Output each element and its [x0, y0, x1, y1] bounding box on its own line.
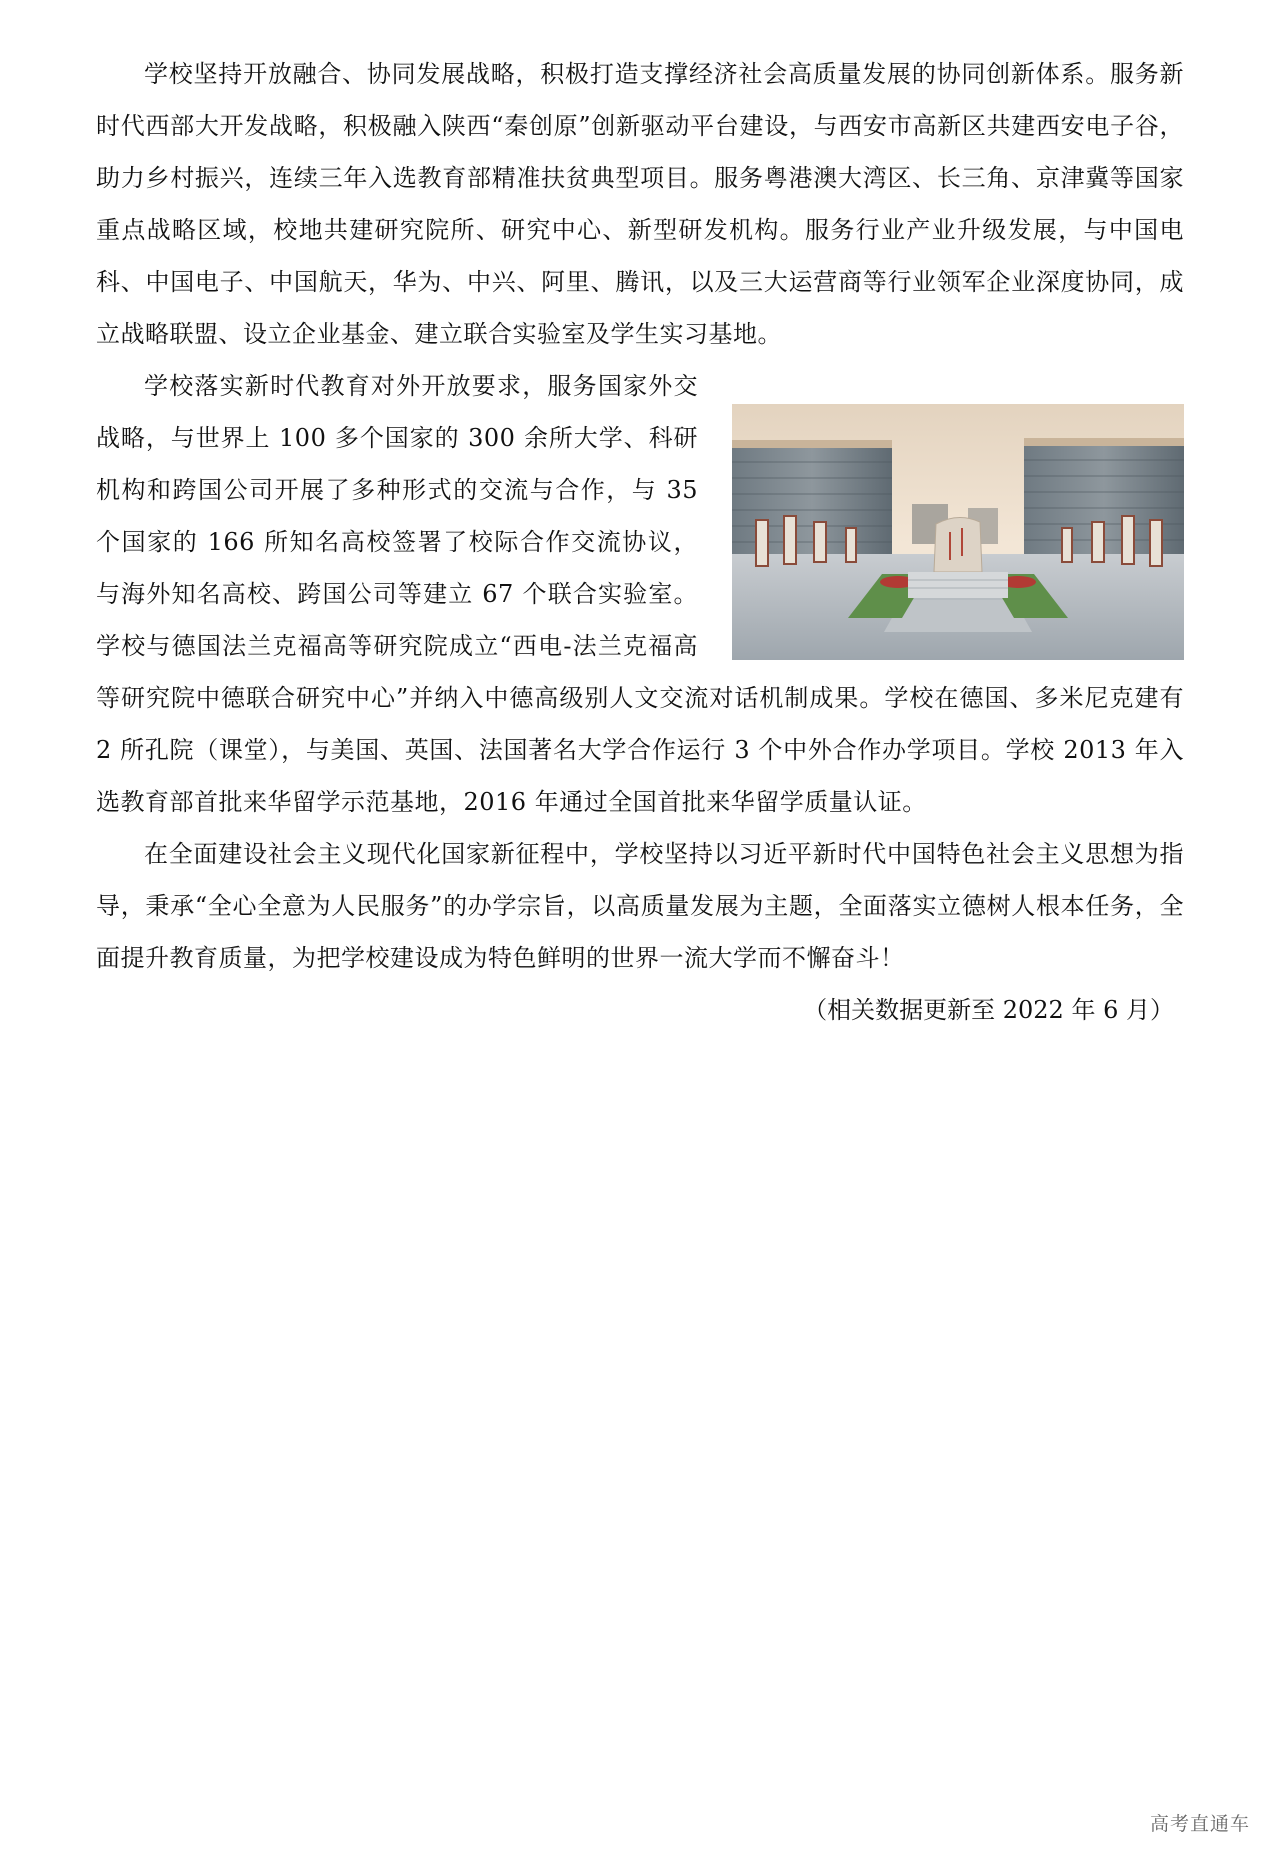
- watermark-text: 高考直通车: [1149, 1813, 1250, 1835]
- paragraph-block-international: [96, 360, 1184, 828]
- data-update-note: （相关数据更新至 2022 年 6 月）: [803, 996, 1174, 1024]
- paragraph-mission: 在全面建设社会主义现代化国家新征程中，学校坚持以习近平新时代中国特色社会主义思想为指导，秉承“全心全意为人民服务”的办学宗旨，以高质量发展为主题，全面落实立德树人根本任务，全面提升教育质量，为把学校建设成为特色鲜明的世界一流大学而不懈奋斗！: [96, 840, 1184, 972]
- paragraph-international: 学校落实新时代教育对外开放要求，服务国家外交战略，与世界上 100 多个国家的 300 余所大学、科研机构和跨国公司开展了多种形式的交流与合作，与 35 个国家的 166 所知名高校签署了校际合作交流协议，与海外知名高校、跨国公司等建立 67 个联合实验室。学校与德国法兰克福高等研究院成立“西电-法兰克福高等研究院中德联合研究中心”并纳入中德高级别人文交流对话机制成果。学校在德国、多米尼克建有 2 所孔院（课堂），与美国、英国、法国著名大学合作运行 3 个中外合作办学项目。学校 2013 年入选教育部首批来华留学示范基地，2016 年通过全国首批来华留学质量认证。: [96, 372, 1184, 816]
- document-page: [96, 48, 1184, 1036]
- campus-photo-illustration: [732, 404, 1184, 660]
- paragraph-cooperation: 学校坚持开放融合、协同发展战略，积极打造支撑经济社会高质量发展的协同创新体系。服务新时代西部大开发战略，积极融入陕西“秦创原”创新驱动平台建设，与西安市高新区共建西安电子谷，助力乡村振兴，连续三年入选教育部精准扶贫典型项目。服务粤港澳大湾区、长三角、京津冀等国家重点战略区域，校地共建研究院所、研究中心、新型研发机构。服务行业产业升级发展，与中国电科、中国电子、中国航天，华为、中兴、阿里、腾讯，以及三大运营商等行业领军企业深度协同，成立战略联盟、设立企业基金、建立联合实验室及学生实习基地。: [96, 60, 1184, 348]
- campus-photo: [732, 404, 1184, 660]
